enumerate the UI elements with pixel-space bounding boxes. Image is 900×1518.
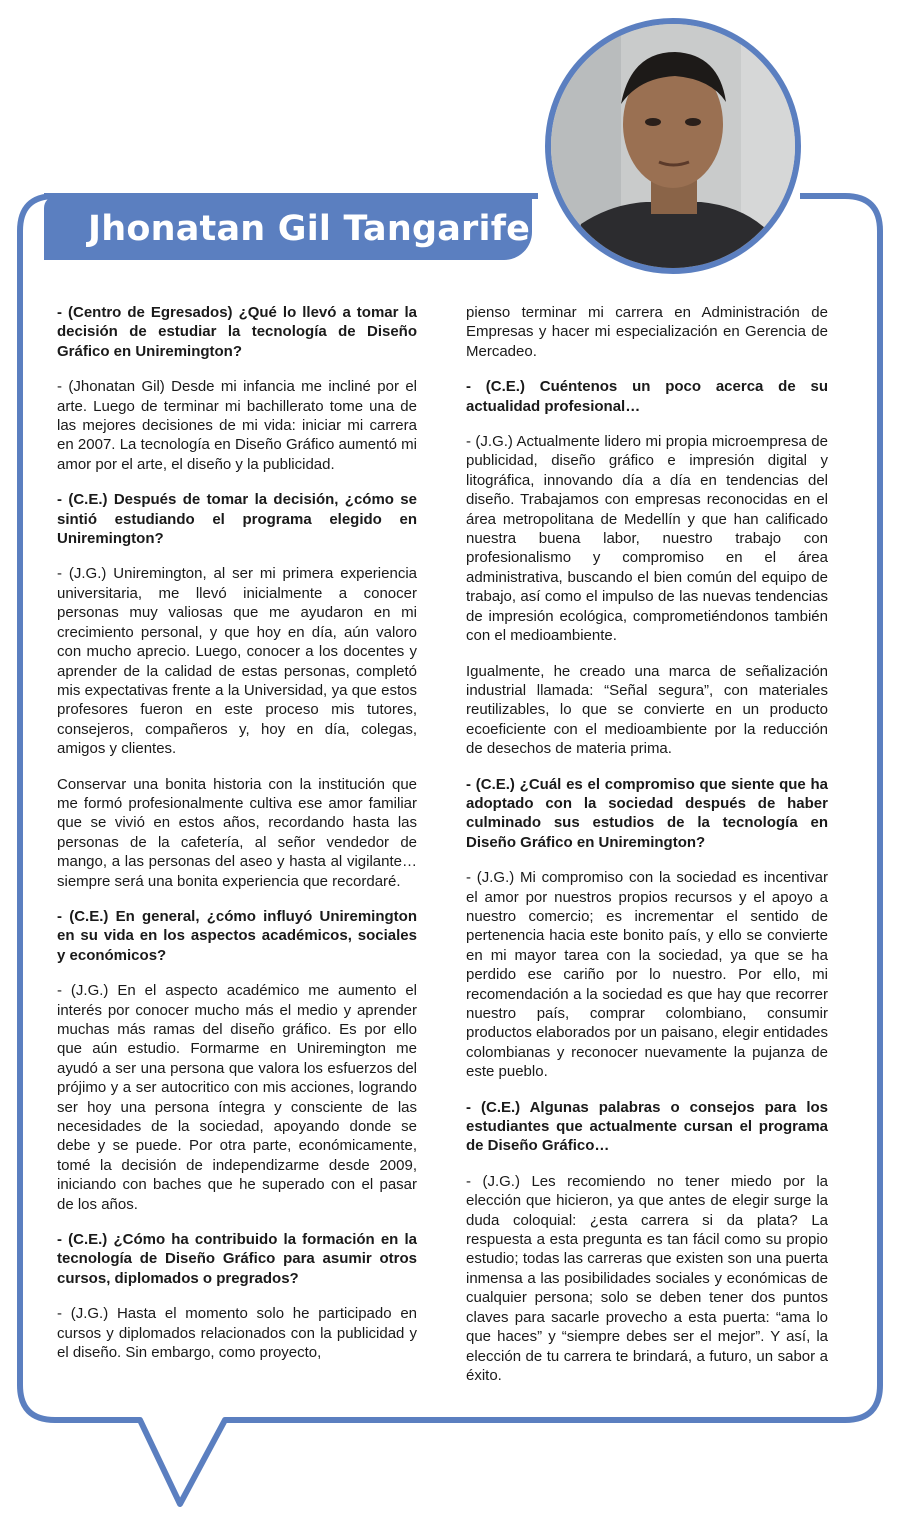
- left-text-column: [57, 303, 417, 1379]
- page-title: Jhonatan Gil Tangarife: [88, 209, 531, 249]
- interview-answer: Igualmente, he creado una marca de señalización industrial llamada: “Señal segura”, con materiales reutilizables, lo que se convierte en un producto ecoeficiente con el medioambiente por la reducción de desechos de materia prima.: [466, 662, 828, 758]
- interview-question: - (C.E.) ¿Cómo ha contribuido la formación en la tecnología de Diseño Gráfico para asumir otros cursos, diplomados o pregrados?: [57, 1231, 417, 1287]
- interview-answer: pienso terminar mi carrera en Administración de Empresas y hacer mi especialización en Gerencia de Mercadeo.: [466, 304, 828, 360]
- interview-answer: - (J.G.) Les recomiendo no tener miedo por la elección que hicieron, ya que antes de elegir surge la duda coloquial: ¿esta carrera si da plata? La respuesta a esta pregunta es tan fácil como su propio estudio; todas las carreras que existen son una puerta inmensa a las posibilidades sociales y económicas de cualquier persona; solo se deben tener dos puntos claves para sacarle provecho a esta puerta: “ama lo que haces” y “siempre debes ser el mejor”. Y así, la elección de tu carrera te brindará, a futuro, un sabor a éxito.: [466, 1172, 828, 1384]
- interview-question: - (C.E.) Cuéntenos un poco acerca de su actualidad profesional…: [466, 378, 828, 415]
- right-text-column: [466, 303, 828, 1401]
- interview-question: - (C.E.) Algunas palabras o consejos para los estudiantes que actualmente cursan el programa de Diseño Gráfico…: [466, 1098, 828, 1155]
- interview-question: - (Centro de Egresados) ¿Qué lo llevó a tomar la decisión de estudiar la tecnología de Diseño Gráfico en Uniremington?: [57, 304, 417, 360]
- portrait-photo: [545, 18, 801, 274]
- interview-question: - (C.E.) Después de tomar la decisión, ¿cómo se sintió estudiando el programa elegido en Uniremington?: [57, 491, 417, 548]
- interview-answer: - (J.G.) Uniremington, al ser mi primera experiencia universitaria, me llevó inicialmente a conocer personas muy valiosas que me ayudaron en mi crecimiento personal, y que hoy en día, aún valoro con mucho aprecio. Luego, conocer a los docentes y aprender de la calidad de estas personas, completó mis expectativas frente a la Universidad, ya que estos profesores fueron en este proceso mis tutores, consejeros, compañeros y, hoy en día, colegas, amigos y clientes.: [57, 565, 417, 758]
- interview-answer: Conservar una bonita historia con la institución que me formó profesionalmente cultiva ese amor familiar que se vivió en estos años, recordando hasta las personas de la cafetería, al señor vendedor de mango, a las personas del aseo y hasta al vigilante… siempre será una bonita experiencia que recordaré.: [57, 775, 417, 890]
- interview-answer: - (J.G.) En el aspecto académico me aumento el interés por conocer mucho más el medio y aprender muchas más ramas del diseño gráfico. Es por ello que aún estudio. Formarme en Uniremington me ayudó a ser una persona que valora los esfuerzos del prójimo y a ser autocritico con mis acciones, logrando ser hoy una persona íntegra y consciente de las necesidades de la sociedad, apoyando donde se debe y se puede. Por otra parte, económicamente, tomé la decisión de independizarme desde 2009, iniciando con baches que he superado con el pasar de los años.: [57, 982, 417, 1213]
- interview-question: - (C.E.) En general, ¿cómo influyó Uniremington en su vida en los aspectos académicos, sociales y económicos?: [57, 907, 417, 964]
- interview-answer: - (J.G.) Hasta el momento solo he participado en cursos y diplomados relacionados con la publicidad y el diseño. Sin embargo, como proyecto,: [57, 1305, 417, 1362]
- interview-answer: - (Jhonatan Gil) Desde mi infancia me incliné por el arte. Luego de terminar mi bachillerato tome una de las mejores decisiones de mi vida: iniciar mi carrera en 2007. La tecnología en Diseño Gráfico aumentó mi amor por el arte, el diseño y la publicidad.: [57, 378, 417, 473]
- interview-answer: - (J.G.) Mi compromiso con la sociedad es incentivar el amor por nuestros propios recursos y el apoyo a nuestro comercio; es incrementar el sentido de pertenencia hacia este bonito país, y ello se convierte en mi mayor tarea con la sociedad, ya que se ha perdido ese cariño por lo nuestro. Por ello, mi recomendación a la sociedad es que hay que recorrer nuestro país, comprar colombiano, consumir productos elaborados por un paisano, elegir entidades colombianas y reconocer nuevamente la pujanza de este pueblo.: [466, 869, 828, 1081]
- interview-question: - (C.E.) ¿Cuál es el compromiso que siente que ha adoptado con la sociedad después de haber culminado sus estudios de la tecnología en Diseño Gráfico en Uniremington?: [466, 775, 828, 851]
- interview-answer: - (J.G.) Actualmente lidero mi propia microempresa de publicidad, diseño gráfico e impresión digital y litográfica, innovando día a día en tendencias del diseño. Trabajamos con empresas reconocidas en el área metropolitana de Medellín y que han calificado nuestra buena labor, nuestro trabajo con profesionalismo y compromiso en el área administrativa, buscando el bien común del equipo de trabajo, así como el impulso de las nuevas tendencias de impresión ecológica, comprometiéndonos también con el medioambiente.: [466, 433, 828, 645]
- portrait-icon: [551, 24, 795, 268]
